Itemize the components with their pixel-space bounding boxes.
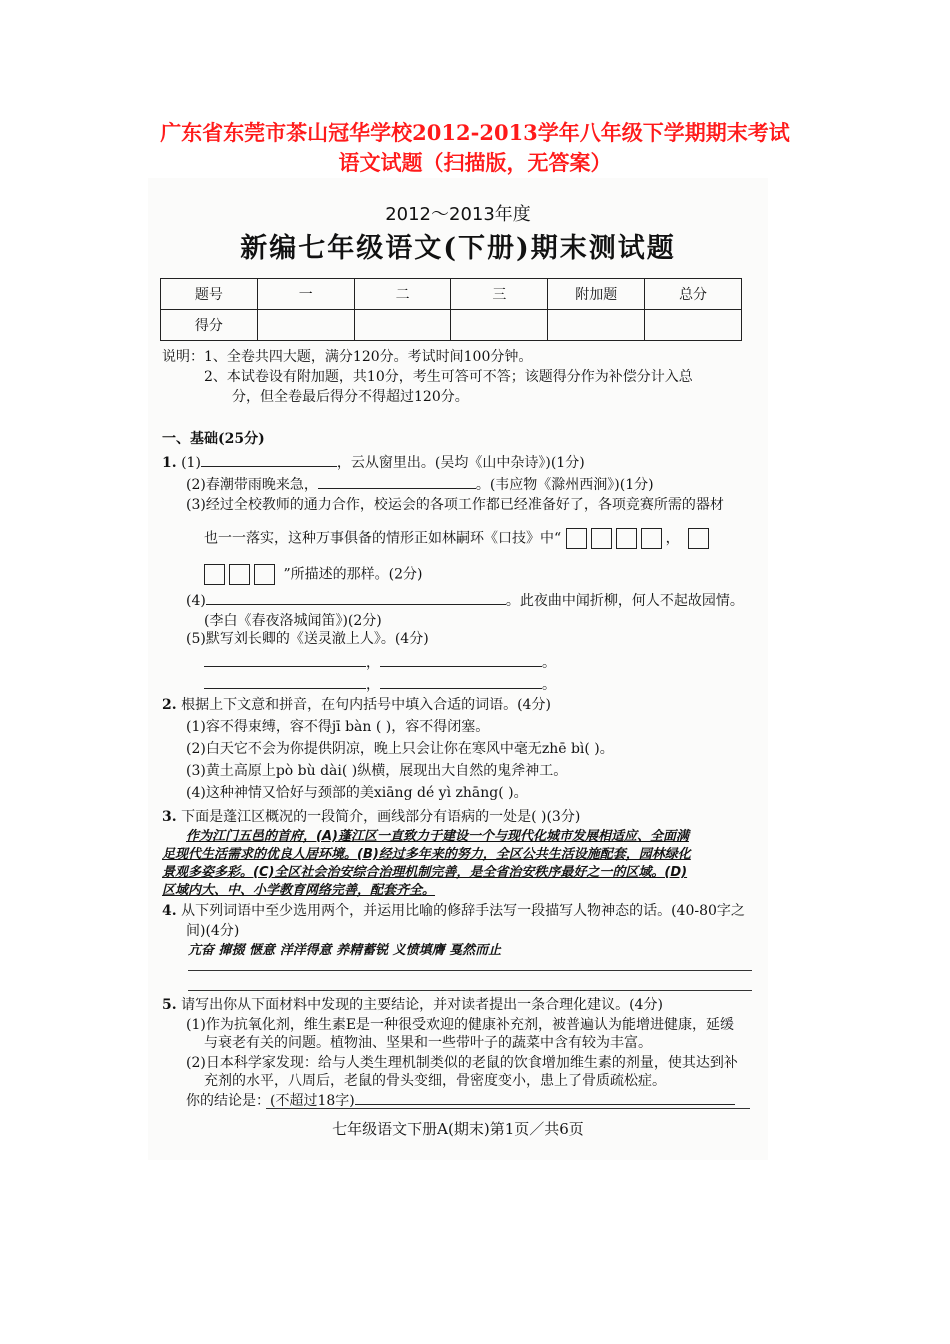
- notes-item-2a: 2、本试卷设有附加题，共10分，考生可答可不答；该题得分作为补偿分计入总: [204, 369, 693, 385]
- score-table-header-row: [161, 279, 742, 310]
- q4-answer-line[interactable]: [188, 990, 752, 991]
- q5-number: 5.: [162, 997, 177, 1013]
- q2-item-1: (1)容不得束缚，容不得jī bàn ( )，容不得闭塞。: [186, 719, 490, 735]
- q3-passage-text: 作为江门五邑的首府，(A)蓬江区一直致力于建设一个与现代化城市发展相适应、全面满: [186, 829, 689, 844]
- notes-item-2b: 分，但全卷最后得分不得超过120分。: [232, 389, 469, 405]
- q1-p4-blank[interactable]: [206, 590, 506, 605]
- answer-box[interactable]: [204, 564, 225, 585]
- q1-p4-source: (李白《春夜洛城闻笛》)(2分): [204, 613, 382, 629]
- notes-line-1: [162, 348, 532, 366]
- q4-stem: 从下列词语中至少选用两个，并运用比喻的修辞手法写一段描写人物神态的话。(40-80字之: [181, 903, 745, 919]
- q1-period: 。: [542, 655, 556, 671]
- answer-box[interactable]: [616, 528, 637, 549]
- q1-part4: [186, 590, 744, 610]
- q2-stem-line: [162, 696, 551, 714]
- q3-stem: 下面是蓬江区概况的一段简介，画线部分有语病的一处是( )(3分): [181, 809, 581, 825]
- q1-p3-end: ”所描述的那样。(2分): [283, 566, 423, 583]
- q5-conclusion-line: [186, 1090, 735, 1110]
- q1-p3-comma: ，: [665, 530, 680, 547]
- q2-item-2: (2)白天它不会为你提供阴凉，晚上只会让你在寒风中毫无zhē bì( )。: [186, 741, 614, 757]
- q1-p4-pre: (4): [186, 593, 206, 609]
- notes-label: 说明：: [162, 349, 204, 365]
- q3-passage-text: 足现代生活需求的优良人居环境。(B)经过多年来的努力，全区公共生活设施配套，园林绿化: [162, 847, 691, 862]
- q1-p3-line3: [204, 564, 422, 585]
- q1-p2-blank[interactable]: [318, 474, 476, 489]
- document-title-line1: 广东省东莞市茶山冠华学校2012-2013学年八年级下学期期末考试: [160, 120, 790, 145]
- q5-answer-line[interactable]: [266, 1108, 750, 1109]
- q3-passage-line3: [162, 864, 687, 882]
- q4-answer-line[interactable]: [188, 970, 752, 971]
- scanned-exam-page: [148, 178, 768, 1160]
- q1-number: 1.: [162, 455, 177, 471]
- q1-part5: (5)默写刘长卿的《送灵澈上人》。(4分): [186, 631, 429, 647]
- q1-comma: ，: [366, 677, 380, 693]
- q2-item-4: (4)这种神情又恰好与颈部的美xiāng dé yì zhāng( )。: [186, 785, 528, 801]
- score-cell-empty[interactable]: [645, 310, 742, 341]
- q1-p1-blank[interactable]: [201, 452, 337, 467]
- q1-p2-post: 。(韦应物《滁州西涧》)(1分): [475, 477, 654, 493]
- answer-box[interactable]: [254, 564, 275, 585]
- q1-p1-pre: (1): [181, 455, 201, 471]
- q5-material-2b: 充剂的水平，八周后，老鼠的骨头变细，骨密度变小，患上了骨质疏松症。: [204, 1073, 666, 1089]
- q5-material-2a: (2)日本科学家发现：给与人类生理机制类似的老鼠的饮食增加维生素的剂量，使其达到补: [186, 1055, 738, 1071]
- q3-number: 3.: [162, 809, 177, 825]
- q4-word-list: 亢奋 撺掇 惬意 洋洋得意 养精蓄锐 义愤填膺 戛然而止: [188, 943, 502, 958]
- q4-number: 4.: [162, 903, 177, 919]
- answer-box[interactable]: [229, 564, 250, 585]
- q1-p2-pre: (2)春潮带雨晚来急，: [186, 477, 318, 493]
- q3-passage-text: 区域内大、中、小学教育网络完善，配套齐全。: [162, 883, 436, 898]
- q1-period: 。: [542, 677, 556, 693]
- q3-passage-text: 景观多姿多彩。(C)全区社会治安综合治理机制完善，是全省治安秩序最好之一的区域。(D): [162, 865, 688, 880]
- q2-item-3: (3)黄土高原上pò bù dài( )纵横，展现出大自然的鬼斧神工。: [186, 763, 568, 779]
- q1-p5-blank[interactable]: [380, 652, 542, 667]
- answer-box[interactable]: [566, 528, 587, 549]
- q1-part1: [162, 452, 585, 472]
- q2-stem: 根据上下文意和拼音，在句内括号中填入合适的词语。(4分): [181, 697, 551, 713]
- score-cell-empty[interactable]: [548, 310, 645, 341]
- notes-item-1: 1、全卷共四大题，满分120分。考试时间100分钟。: [204, 349, 533, 365]
- document-title: [0, 118, 950, 178]
- score-cell-header: 题号: [161, 279, 258, 310]
- score-row-label: 得分: [161, 310, 258, 341]
- score-cell-header: 附加题: [548, 279, 645, 310]
- answer-box[interactable]: [688, 528, 709, 549]
- q5-material-1a: (1)作为抗氧化剂，维生素E是一种很受欢迎的健康补充剂，被普遍认为能增进健康，延缓: [186, 1017, 735, 1033]
- q1-p5-line2: [204, 674, 556, 694]
- q1-p5-blank[interactable]: [204, 652, 366, 667]
- q4-stem-line2: 间)(4分): [186, 923, 240, 939]
- q1-comma: ，: [366, 655, 380, 671]
- score-cell-header: 二: [354, 279, 451, 310]
- q1-p3-line1: (3)经过全校教师的通力合作，校运会的各项工作都已经准备好了，各项竞赛所需的器材: [186, 497, 724, 513]
- q1-p5-blank[interactable]: [380, 674, 542, 689]
- q1-part2: [186, 474, 654, 494]
- q1-p3-text: 也一一落实，这种万事俱备的情形正如林嗣环《口技》中“: [204, 530, 562, 547]
- document-title-line2: 语文试题（扫描版，无答案）: [338, 150, 612, 175]
- exam-year: 2012～2013年度: [385, 204, 531, 225]
- q5-material-1b: 与衰老有关的问题。植物油、坚果和一些带叶子的蔬菜中含有较为丰富。: [204, 1035, 652, 1051]
- q5-conclusion-label: 你的结论是：(不超过18字): [186, 1093, 355, 1109]
- score-cell-header: 总分: [645, 279, 742, 310]
- q1-p4-post: 。此夜曲中闻折柳，何人不起故园情。: [505, 593, 744, 609]
- q5-stem-line: [162, 996, 663, 1014]
- score-cell-empty[interactable]: [451, 310, 548, 341]
- q3-stem-line: [162, 808, 580, 826]
- score-cell-header: 三: [451, 279, 548, 310]
- q4-stem-line1: [162, 902, 745, 920]
- q1-p3-line2: [204, 528, 713, 549]
- score-table: [160, 278, 742, 341]
- q3-passage-line1: [186, 828, 689, 846]
- section-1-heading: 一、基础(25分): [162, 431, 265, 447]
- score-cell-empty[interactable]: [354, 310, 451, 341]
- q3-passage-line4: [162, 882, 435, 900]
- q3-passage-line2: [162, 846, 691, 864]
- score-cell-empty[interactable]: [257, 310, 354, 341]
- exam-title: 新编七年级语文(下册)期末测试题: [240, 233, 676, 264]
- q5-conclusion-blank[interactable]: [355, 1090, 735, 1105]
- score-cell-header: 一: [257, 279, 354, 310]
- answer-box[interactable]: [591, 528, 612, 549]
- answer-box[interactable]: [641, 528, 662, 549]
- q1-p5-blank[interactable]: [204, 674, 366, 689]
- score-table-score-row: [161, 310, 742, 341]
- q1-p1-post: ，云从窗里出。(吴均《山中杂诗》)(1分): [336, 455, 585, 471]
- q1-p5-line1: [204, 652, 556, 672]
- page-footer: 七年级语文下册A(期末)第1页／共6页: [332, 1120, 584, 1138]
- q2-number: 2.: [162, 697, 177, 713]
- q5-stem: 请写出你从下面材料中发现的主要结论，并对读者提出一条合理化建议。(4分): [181, 997, 663, 1013]
